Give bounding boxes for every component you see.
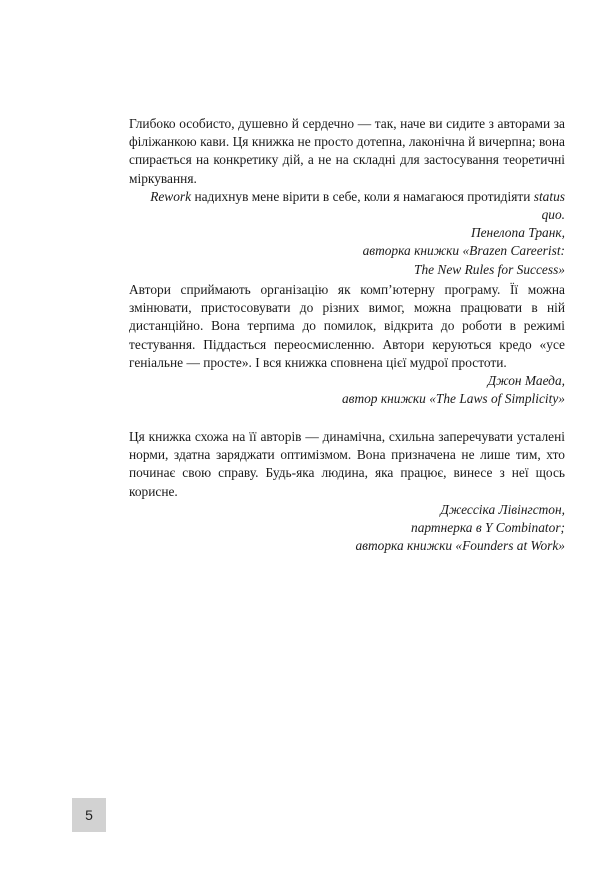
testimonial-1-attribution [129,224,565,279]
attribution-author: Джессіка Лівінгстон, [440,501,565,517]
attribution-author: Джон Маеда, [487,373,565,389]
testimonial-1-tail-text: надихнув мене вірити в себе, коли я намагаюся протидіяти [191,188,534,204]
testimonial-1-text: Глибоко особисто, душевно й сердечно — так, наче ви сидите з авторами за філіжанкою кави. Ця книжка не просто дотепна, лаконічна й вичерпна; вона спирається на конкретику дій, а не на складні для застосування теоретичні міркування. [129,116,565,186]
attribution-role: авторка книжки «Brazen Careerist: [362,243,565,259]
attribution-book: авторка книжки «Founders at Work» [355,538,565,554]
attribution-book: The New Rules for Success» [414,261,565,277]
testimonial-2-text: Автори сприймають організацію як комп’ютерну програму. Її можна змінювати, пристосовувати до різних вимог, можна працювати в ній дистанційно. Вона терпима до помилок, відкрита до роботи в режимі тестування. Піддасться переосмисленню. Автори керуються кредо «усе геніальне — просте». І вся книжка сповнена цієї мудрої простоти. [129,282,565,370]
page-number: 5 [72,798,106,832]
testimonial-2-attribution [129,372,565,408]
testimonial-1-tail [129,188,565,224]
attribution-author: Пенелопа Транк, [470,225,565,241]
testimonial-2 [129,281,565,408]
attribution-role: автор книжки «The Laws of Simplicity» [341,391,565,407]
testimonial-3-text: Ця книжка схожа на її авторів — динамічна, схильна заперечувати усталені норми, здатна заряджати оптимізмом. Вона призначена не лише тим, хто починає свою справу. Будь-яка людина, яка працює, винесе з неї щось корисне. [129,429,565,499]
testimonial-3-attribution [129,501,565,556]
status-quo-phrase: status quo. [533,188,565,223]
rework-title: Rework [150,188,192,204]
testimonial-1 [129,115,565,279]
attribution-role: партнерка в Y Combinator; [411,520,565,536]
testimonial-3 [129,428,565,555]
